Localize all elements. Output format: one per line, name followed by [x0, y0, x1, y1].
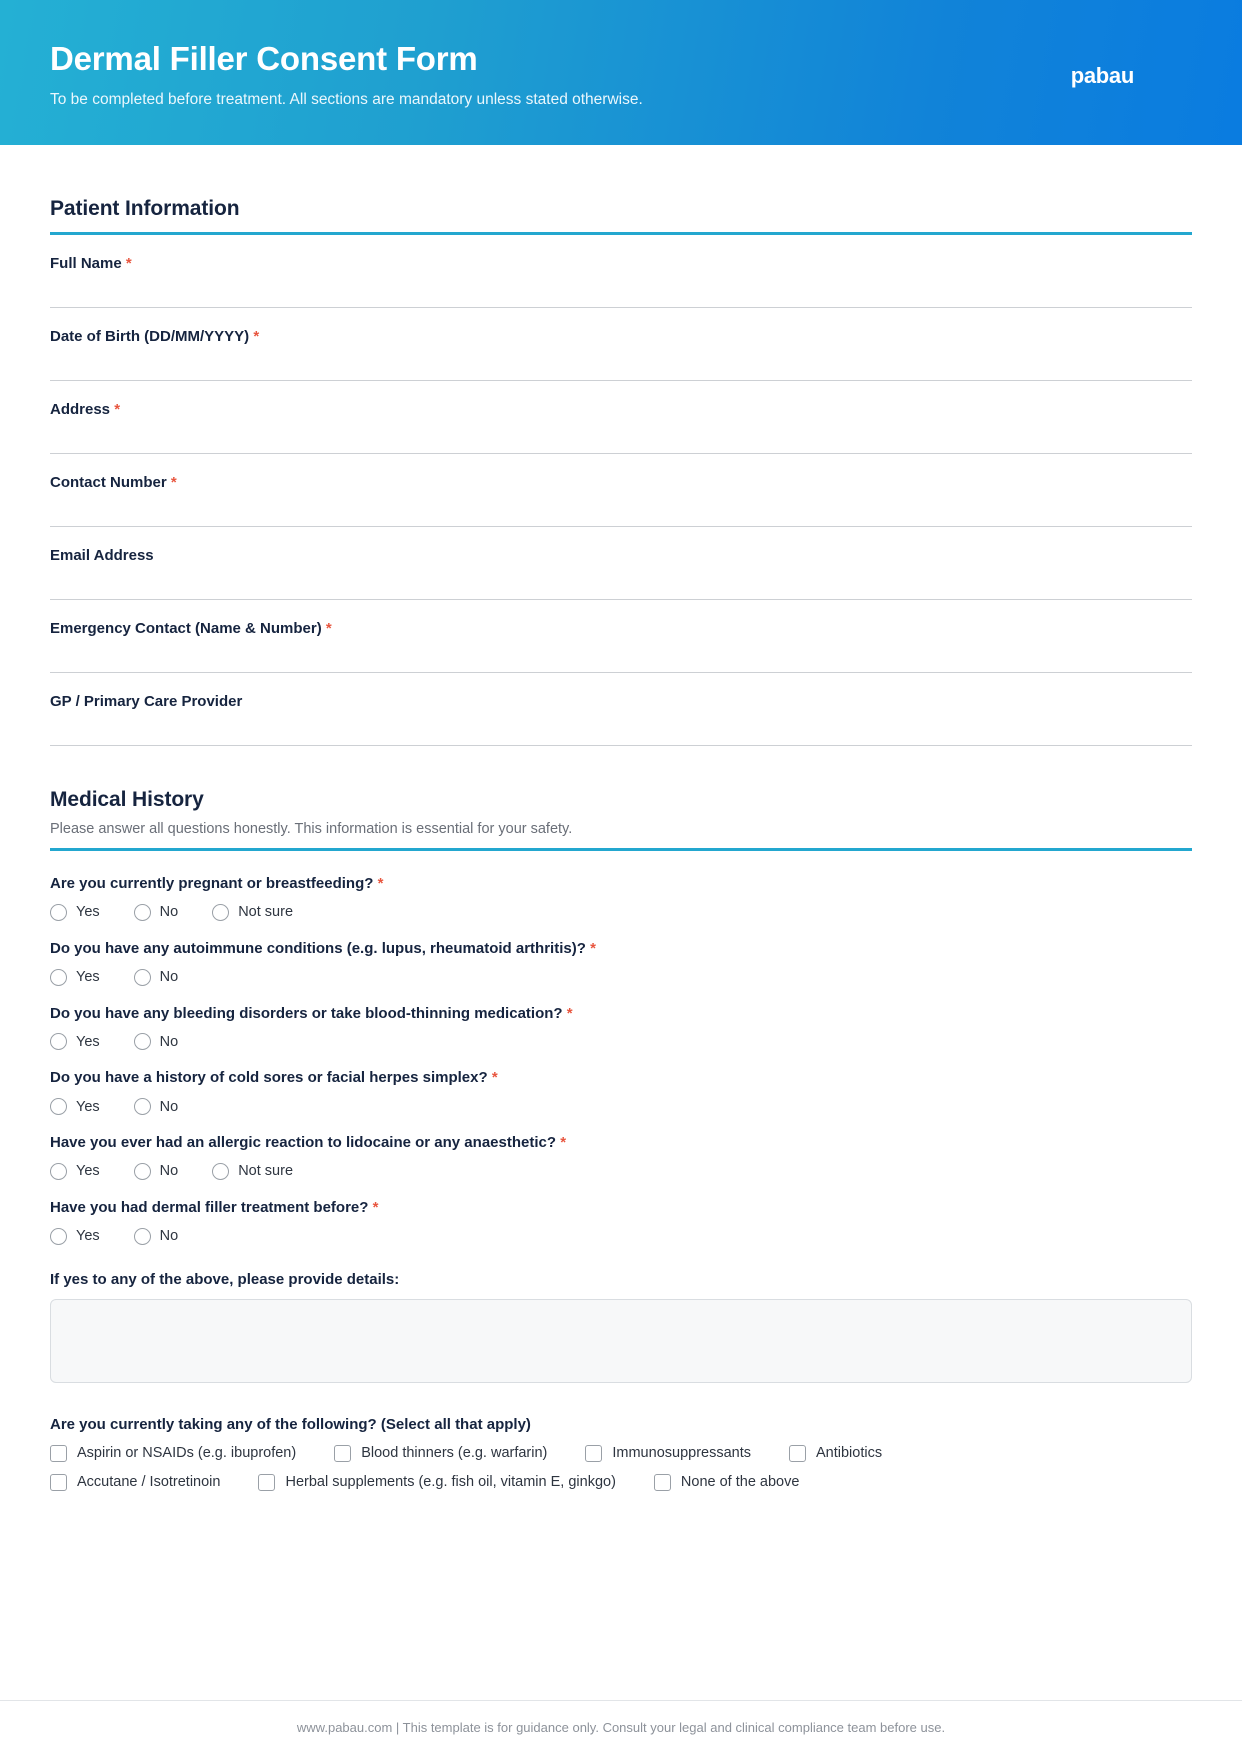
required-asterisk: *	[170, 474, 177, 491]
field-label: Contact Number *	[50, 474, 177, 491]
required-asterisk: *	[114, 401, 121, 418]
form-field	[50, 600, 1192, 673]
checkbox-box-icon[interactable]	[585, 1445, 602, 1462]
radio-option[interactable]	[212, 904, 293, 921]
radio-option[interactable]	[50, 1228, 100, 1245]
required-asterisk: *	[125, 255, 132, 272]
question-label: Have you ever had an allergic reaction to lidocaine or any anaesthetic? *	[50, 1134, 567, 1151]
radio-circle-icon[interactable]	[50, 1098, 67, 1115]
radio-circle-icon[interactable]	[50, 1033, 67, 1050]
radio-circle-icon[interactable]	[134, 1163, 151, 1180]
required-asterisk: *	[491, 1069, 498, 1087]
form-field	[50, 454, 1192, 527]
radio-option[interactable]	[134, 1098, 179, 1115]
field-input[interactable]	[50, 273, 1192, 307]
radio-option[interactable]	[134, 969, 179, 986]
question-label: Have you had dermal filler treatment before? *	[50, 1198, 379, 1216]
checkbox-box-icon[interactable]	[654, 1474, 671, 1491]
field-input[interactable]	[50, 492, 1192, 526]
form-field	[50, 308, 1192, 381]
radio-circle-icon[interactable]	[134, 969, 151, 986]
radio-option[interactable]	[134, 1163, 179, 1180]
radio-group	[50, 969, 1192, 986]
section-title-medical-history: Medical History	[50, 788, 204, 811]
radio-option-label: No	[159, 1228, 179, 1244]
required-asterisk: *	[325, 620, 332, 637]
radio-option-label: Not sure	[238, 904, 294, 921]
checkbox-row	[50, 1474, 1192, 1491]
radio-circle-icon[interactable]	[134, 904, 151, 921]
radio-option-label: Yes	[76, 1228, 100, 1244]
question-label: Do you have any bleeding disorders or take blood-thinning medication? *	[50, 1004, 573, 1022]
medications-label: Are you currently taking any of the following? (Select all that apply)	[50, 1415, 531, 1433]
radio-option[interactable]	[212, 1163, 293, 1180]
pabau-logo: pabau	[1070, 63, 1134, 89]
radio-option-label: No	[159, 1098, 179, 1115]
checkbox-option[interactable]	[50, 1474, 220, 1491]
field-label: Full Name *	[50, 255, 132, 272]
radio-group	[50, 1163, 1192, 1180]
required-asterisk: *	[372, 1198, 379, 1216]
radio-option-label: No	[159, 1033, 179, 1050]
radio-circle-icon[interactable]	[134, 1228, 151, 1245]
radio-option-label: Yes	[76, 1163, 100, 1180]
radio-option-label: Not sure	[238, 1163, 294, 1180]
radio-option-label: No	[159, 904, 179, 921]
radio-group	[50, 904, 1192, 921]
radio-option-label: Yes	[76, 969, 100, 985]
form-field	[50, 381, 1192, 454]
field-input[interactable]	[50, 711, 1192, 745]
checkbox-label: Blood thinners (e.g. warfarin)	[361, 1445, 548, 1461]
radio-circle-icon[interactable]	[50, 969, 67, 986]
radio-circle-icon[interactable]	[134, 1098, 151, 1115]
checkbox-box-icon[interactable]	[50, 1474, 67, 1491]
checkbox-label: Herbal supplements (e.g. fish oil, vitamin E, ginkgo)	[285, 1474, 616, 1490]
question-block	[50, 921, 1192, 986]
checkbox-option[interactable]	[654, 1474, 800, 1491]
radio-circle-icon[interactable]	[212, 1163, 229, 1180]
section-title-patient-information: Patient Information	[50, 197, 240, 220]
field-label: Date of Birth (DD/MM/YYYY) *	[50, 328, 260, 345]
page-footer	[0, 1700, 1242, 1754]
radio-group	[50, 1098, 1192, 1115]
radio-option-label: No	[159, 969, 179, 985]
required-asterisk: *	[566, 1004, 573, 1022]
footer-text: www.pabau.com | This template is for guidance only. Consult your legal and clinical compliance team before use.	[296, 1720, 946, 1735]
radio-option[interactable]	[50, 1098, 100, 1115]
question-block	[50, 851, 1192, 921]
required-asterisk: *	[560, 1134, 567, 1151]
checkbox-option[interactable]	[334, 1445, 547, 1462]
checkbox-label: None of the above	[680, 1474, 800, 1490]
radio-option-label: Yes	[76, 904, 100, 921]
checkbox-box-icon[interactable]	[50, 1445, 67, 1462]
radio-option[interactable]	[134, 1228, 179, 1245]
checkbox-box-icon[interactable]	[789, 1445, 806, 1462]
medical-history-questions	[50, 851, 1192, 1245]
question-label: Do you have a history of cold sores or facial herpes simplex? *	[50, 1069, 498, 1087]
section-description-medical-history: Please answer all questions honestly. This information is essential for your safety.	[50, 821, 573, 837]
details-block	[50, 1271, 1192, 1388]
radio-option[interactable]	[134, 1033, 179, 1050]
radio-option-label: Yes	[76, 1033, 100, 1050]
radio-circle-icon[interactable]	[212, 904, 229, 921]
details-label: If yes to any of the above, please provide details:	[50, 1270, 400, 1288]
patient-fields-list	[50, 235, 1192, 746]
question-label: Are you currently pregnant or breastfeeding? *	[50, 875, 384, 892]
field-label: Emergency Contact (Name & Number) *	[50, 620, 332, 637]
section-medical-history	[50, 788, 1192, 1491]
radio-group	[50, 1033, 1192, 1050]
field-input[interactable]	[50, 638, 1192, 672]
checkbox-option[interactable]	[258, 1474, 615, 1491]
checkbox-label: Accutane / Isotretinoin	[77, 1474, 221, 1490]
radio-circle-icon[interactable]	[134, 1033, 151, 1050]
radio-option[interactable]	[134, 904, 179, 921]
page-subtitle: To be completed before treatment. All sections are mandatory unless stated otherwise.	[50, 91, 643, 109]
field-input[interactable]	[50, 346, 1192, 380]
medications-block	[50, 1416, 1192, 1491]
question-block	[50, 986, 1192, 1051]
question-block	[50, 1115, 1192, 1180]
checkbox-option[interactable]	[789, 1445, 882, 1462]
page-header	[0, 0, 1242, 145]
section-patient-information	[50, 197, 1192, 746]
radio-option[interactable]	[50, 1033, 100, 1050]
checkbox-option[interactable]	[585, 1445, 751, 1462]
question-block	[50, 1050, 1192, 1115]
radio-group	[50, 1228, 1192, 1245]
checkbox-label: Immunosuppressants	[612, 1445, 751, 1461]
form-content	[0, 145, 1242, 1533]
radio-circle-icon[interactable]	[50, 1228, 67, 1245]
required-asterisk: *	[590, 939, 596, 957]
radio-option[interactable]	[50, 1163, 100, 1180]
page-title: Dermal Filler Consent Form	[50, 39, 478, 77]
form-field	[50, 235, 1192, 308]
field-input[interactable]	[50, 565, 1192, 599]
radio-option-label: Yes	[76, 1098, 100, 1115]
form-field	[50, 527, 1192, 600]
checkbox-label: Antibiotics	[816, 1445, 883, 1461]
question-block	[50, 1180, 1192, 1245]
details-textarea[interactable]	[50, 1299, 1192, 1383]
required-asterisk: *	[377, 875, 384, 892]
radio-option[interactable]	[50, 904, 100, 921]
radio-circle-icon[interactable]	[50, 1163, 67, 1180]
field-label: Email Address	[50, 547, 154, 564]
checkbox-box-icon[interactable]	[258, 1474, 275, 1491]
radio-option-label: No	[159, 1163, 179, 1180]
form-field	[50, 673, 1192, 746]
radio-option[interactable]	[50, 969, 100, 986]
checkbox-box-icon[interactable]	[334, 1445, 351, 1462]
required-asterisk: *	[253, 328, 260, 345]
field-label: GP / Primary Care Provider	[50, 693, 243, 710]
checkbox-label: Aspirin or NSAIDs (e.g. ibuprofen)	[77, 1445, 297, 1461]
radio-circle-icon[interactable]	[50, 904, 67, 921]
field-label: Address *	[50, 401, 121, 418]
field-input[interactable]	[50, 419, 1192, 453]
checkbox-option[interactable]	[50, 1445, 296, 1462]
question-label: Do you have any autoimmune conditions (e.g. lupus, rheumatoid arthritis)? *	[50, 939, 596, 957]
medications-checkbox-list	[50, 1445, 1192, 1491]
checkbox-row	[50, 1445, 1192, 1462]
